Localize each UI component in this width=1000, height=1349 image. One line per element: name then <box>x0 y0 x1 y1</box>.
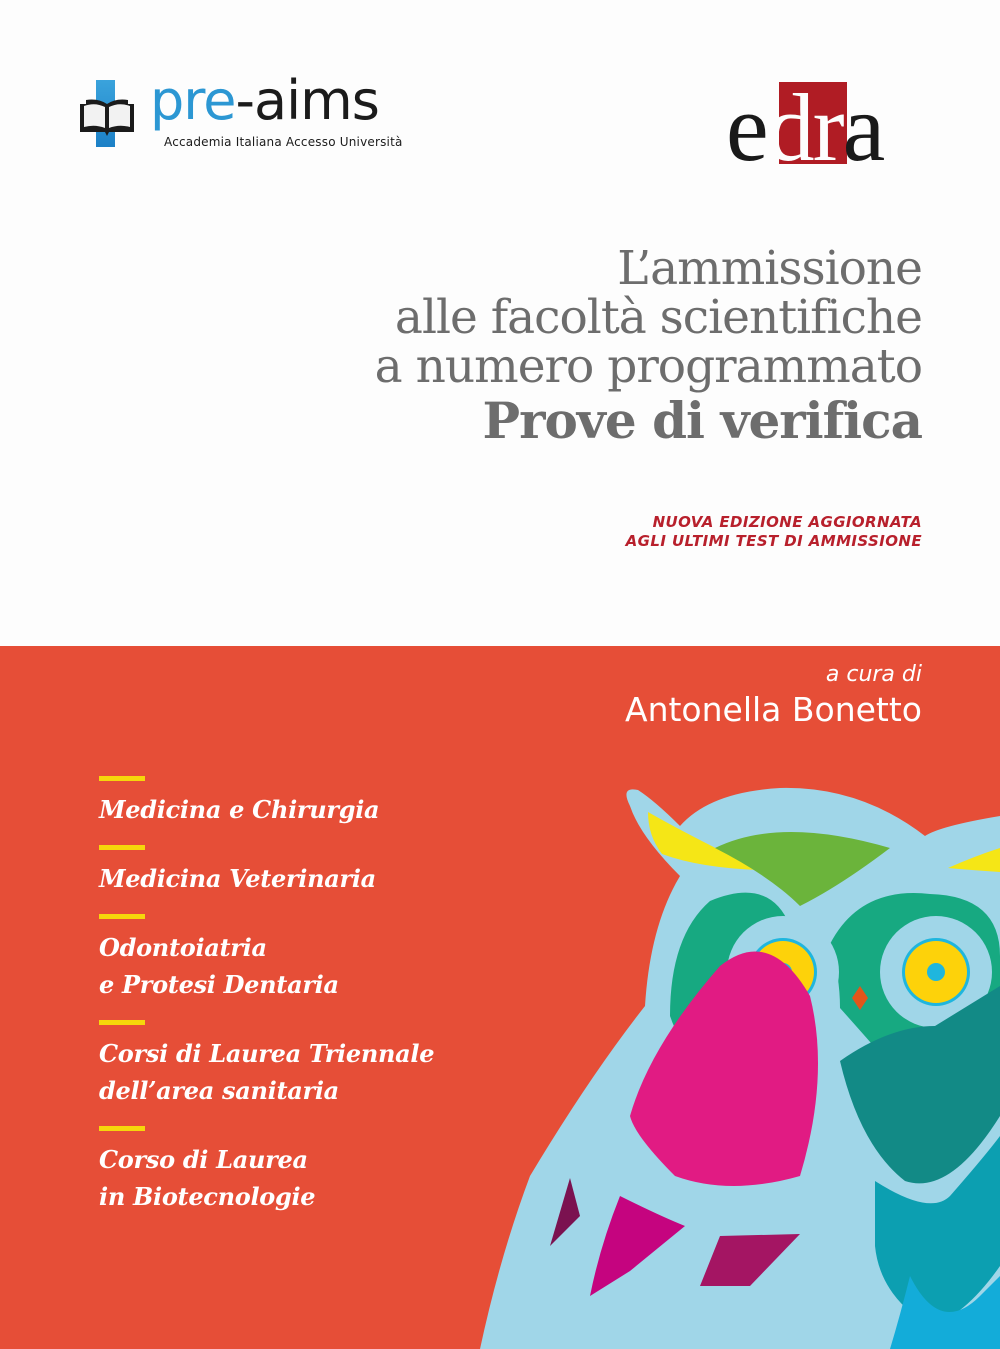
course-item <box>99 845 519 897</box>
yellow-bar-icon <box>99 845 145 850</box>
book-icon <box>78 98 136 138</box>
course-label: e Protesi Dentaria <box>99 970 339 999</box>
title-line-3: a numero programmato <box>374 339 922 394</box>
course-item <box>99 914 519 1003</box>
owl-illustration <box>470 776 1000 1349</box>
course-label: in Biotecnologie <box>99 1182 316 1211</box>
course-item <box>99 1020 519 1109</box>
course-item <box>99 1126 519 1215</box>
course-label: Odontoiatria <box>99 933 267 962</box>
book-title <box>374 241 922 451</box>
course-item <box>99 776 519 828</box>
course-list <box>99 776 519 1232</box>
cover-bottom-section <box>0 646 1000 1349</box>
course-label: Medicina e Chirurgia <box>99 795 380 824</box>
yellow-bar-icon <box>99 914 145 919</box>
course-label: Medicina Veterinaria <box>99 864 376 893</box>
cover-top-section <box>0 0 1000 646</box>
course-label: dell’area sanitaria <box>99 1076 339 1105</box>
title-line-2: alle facoltà scientifiche <box>394 290 922 345</box>
yellow-bar-icon <box>99 1126 145 1131</box>
edra-logo <box>726 74 926 181</box>
edition-note <box>626 513 922 551</box>
preaims-subtitle: Accademia Italiana Accesso Università <box>164 135 403 149</box>
edition-line-1: NUOVA EDIZIONE AGGIORNATA <box>652 513 922 531</box>
edition-line-2: AGLI ULTIMI TEST DI AMMISSIONE <box>625 532 922 550</box>
curator-name: Antonella Bonetto <box>625 690 922 729</box>
curator-label: a cura di <box>825 662 922 687</box>
preaims-logo <box>78 69 408 155</box>
edra-wordmark: edra <box>726 74 884 181</box>
yellow-bar-icon <box>99 776 145 781</box>
yellow-bar-icon <box>99 1020 145 1025</box>
course-label: Corsi di Laurea Triennale <box>99 1039 435 1068</box>
curator-block <box>625 660 922 730</box>
title-subtitle: Prove di verifica <box>482 391 922 450</box>
preaims-wordmark: pre-aims <box>150 69 379 132</box>
course-label: Corso di Laurea <box>99 1145 308 1174</box>
title-line-1: L’ammissione <box>617 241 922 296</box>
